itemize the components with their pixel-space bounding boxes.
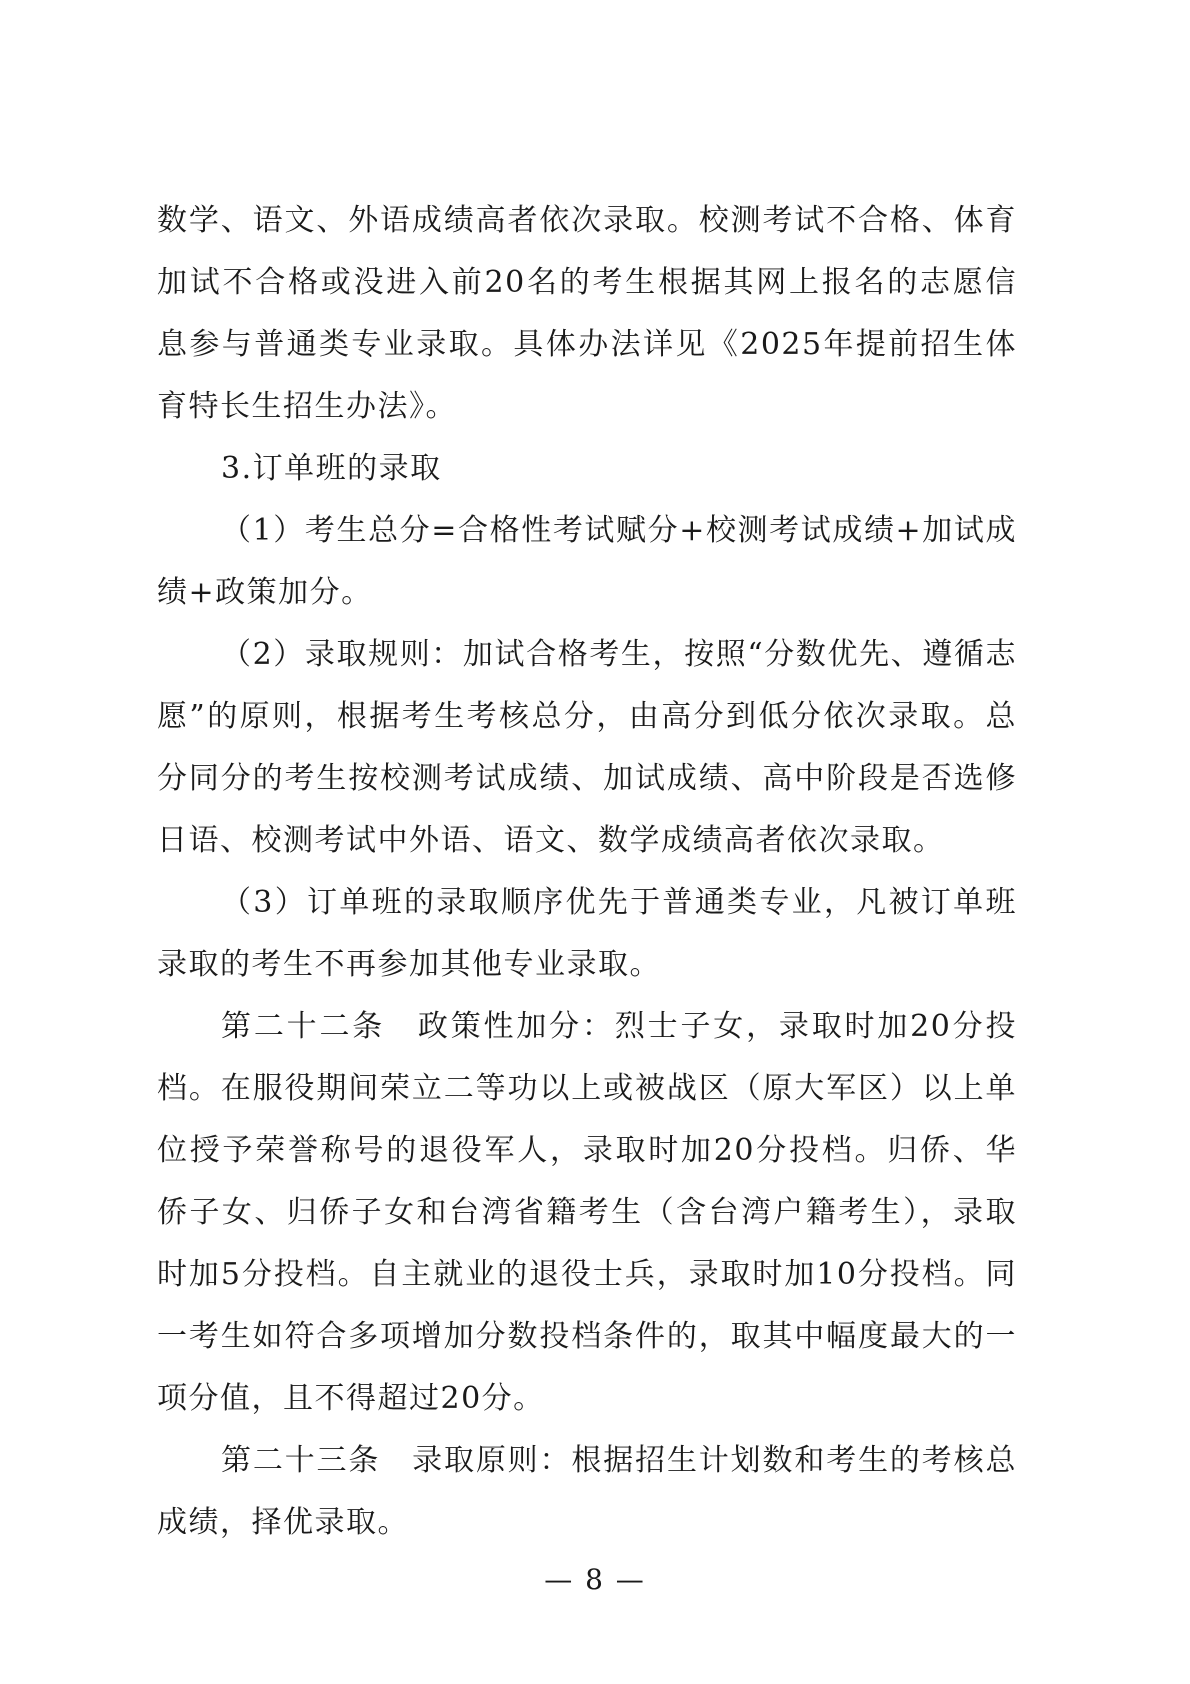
paragraph-total-score: （1）考生总分=合格性考试赋分+校测考试成绩+加试成绩+政策加分。 — [157, 513, 1017, 610]
document-body — [157, 190, 1017, 1554]
paragraph-admission-order: （3）订单班的录取顺序优先于普通类专业，凡被订单班录取的考生不再参加其他专业录取。 — [157, 885, 1017, 982]
paragraph-article-22: 第二十二条 政策性加分：烈士子女，录取时加20分投档。在服役期间荣立二等功以上或被战区（原大军区）以上单位授予荣誉称号的退役军人，录取时加20分投档。归侨、华侨子女、归侨子女和台湾省籍考生（含台湾户籍考生），录取时加5分投档。自主就业的退役士兵，录取时加10分投档。同一考生如符合多项增加分数投档条件的，取其中幅度最大的一项分值，且不得超过20分。 — [157, 1009, 1017, 1416]
paragraph-admission-rules: （2）录取规则：加试合格考生，按照“分数优先、遵循志愿”的原则，根据考生考核总分，由高分到低分依次录取。总分同分的考生按校测考试成绩、加试成绩、高中阶段是否选修日语、校测考试中外语、语文、数学成绩高者依次录取。 — [157, 637, 1017, 858]
paragraph-article-23: 第二十三条 录取原则：根据招生计划数和考生的考核总成绩，择优录取。 — [157, 1443, 1017, 1540]
page-number: — 8 — — [544, 1563, 646, 1596]
section-heading-order-class: 3.订单班的录取 — [221, 451, 442, 486]
paragraph-continuation: 数学、语文、外语成绩高者依次录取。校测考试不合格、体育加试不合格或没进入前20名的考生根据其网上报名的志愿信息参与普通类专业录取。具体办法详见《2025年提前招生体育特长生招生办法》。 — [157, 203, 1017, 424]
